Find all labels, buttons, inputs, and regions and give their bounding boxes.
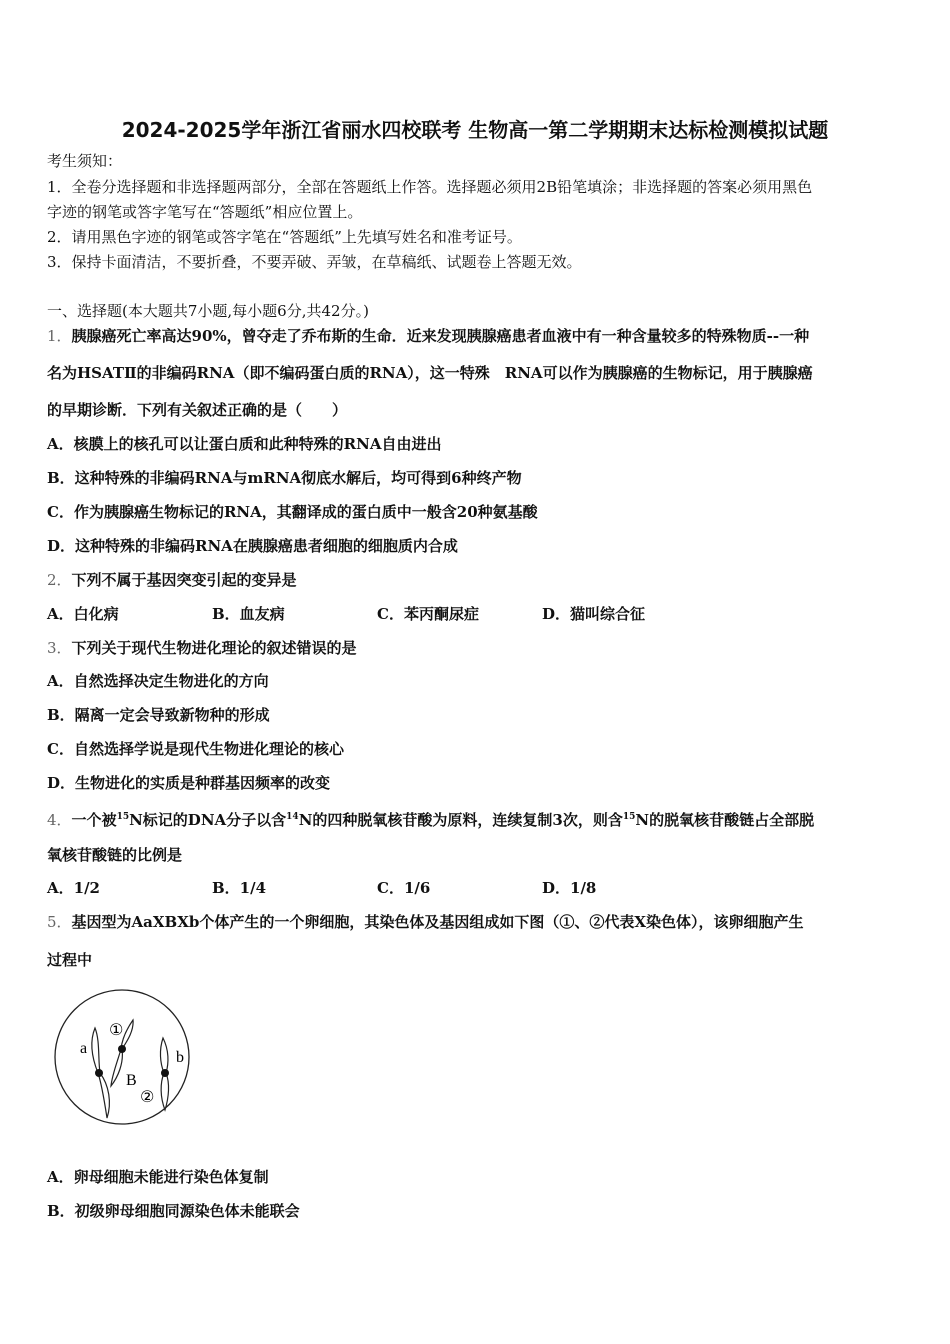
question-text: N标记的DNA分子以含 [129,811,287,829]
question-2-line [47,570,297,590]
question-number: 3． [47,639,72,657]
question-number: 2． [47,571,72,589]
question-text: 胰腺癌死亡率高达90%，曾夺走了乔布斯的生命．近来发现胰腺癌患者血液中有一种含量较多的特殊物质--一种 [71,327,810,345]
isotope-superscript: 15 [116,812,130,822]
question-4-line [47,807,814,830]
isotope-superscript: 15 [622,812,636,822]
option-c: C．自然选择学说是现代生物进化理论的核心 [47,740,344,758]
question-1-line: 的早期诊断．下列有关叙述正确的是（ ） [47,401,348,419]
question-5-line: 过程中 [47,951,93,969]
option-d: D．生物进化的实质是种群基因频率的改变 [47,774,331,792]
option-c: C．1/6 [377,879,431,897]
question-3-line [47,638,357,658]
notice-heading: 考生须知： [47,152,123,170]
question-text: N的脱氧核苷酸链占全部脱 [635,811,815,829]
option-b: B．这种特殊的非编码RNA与mRNA彻底水解后，均可得到6种终产物 [47,469,522,487]
page-title: 2024-2025学年浙江省丽水四校联考 生物高一第二学期期末达标检测模拟试题 [121,118,829,142]
question-number: 4． [47,811,72,829]
question-text: 下列关于现代生物进化理论的叙述错误的是 [71,639,357,657]
question-text: 一个被 [71,811,117,829]
centromere [161,1069,169,1077]
option-c: C．作为胰腺癌生物标记的RNA，其翻译成的蛋白质中一般含20种氨基酸 [47,503,538,521]
question-text: 下列不属于基因突变引起的变异是 [71,571,297,589]
question-1-line: 名为HSATⅡ的非编码RNA（即不编码蛋白质的RNA），这一特殊 RNA可以作为胰腺癌的生物标记，用于胰腺癌 [47,364,813,382]
question-number: 1． [47,327,72,345]
option-a: A．白化病 [47,605,119,623]
question-5-line [47,912,804,932]
option-b: B．1/4 [212,879,267,897]
option-d: D．这种特殊的非编码RNA在胰腺癌患者细胞的细胞质内合成 [47,537,458,555]
isotope-superscript: 14 [286,812,299,822]
question-text: N的四种脱氧核苷酸为原料，连续复制3次，则含 [298,811,623,829]
question-4-line: 氧核苷酸链的比例是 [47,846,183,864]
option-a: A．卵母细胞未能进行染色体复制 [47,1168,269,1186]
option-d: D．1/8 [542,879,597,897]
option-c: C．苯丙酮尿症 [377,605,479,623]
notice-line: 1．全卷分选择题和非选择题两部分，全部在答题纸上作答。选择题必须用2B铅笔填涂；非选择题的答案必须用黑色 [47,178,813,196]
option-b: B．隔离一定会导致新物种的形成 [47,706,270,724]
option-a: A．自然选择决定生物进化的方向 [47,672,269,690]
option-b: B．血友病 [212,605,285,623]
notice-line: 2．请用黑色字迹的钢笔或答字笔在“答题纸”上先填写姓名和准考证号。 [47,228,522,246]
notice-line: 字迹的钢笔或答字笔写在“答题纸”相应位置上。 [47,203,363,221]
question-number: 5． [47,913,72,931]
egg-cell-diagram [50,985,190,1130]
chromosome-label: ① [109,1020,124,1039]
option-b: B．初级卵母细胞同源染色体未能联会 [47,1202,300,1220]
gene-label: a [80,1040,88,1057]
gene-label: b [176,1049,184,1066]
chromosome-label: ② [140,1087,155,1106]
option-a: A．核膜上的核孔可以让蛋白质和此种特殊的RNA自由进出 [47,435,442,453]
notice-line: 3．保持卡面清洁，不要折叠，不要弄破、弄皱，在草稿纸、试题卷上答题无效。 [47,253,582,271]
question-text: 基因型为AaXBXb个体产生的一个卵细胞，其染色体及基因组成如下图（①、②代表X染色体），该卵细胞产生 [71,913,804,931]
gene-label: B [126,1072,137,1089]
centromere [118,1045,126,1053]
section-heading: 一、选择题(本大题共7小题,每小题6分,共42分。) [47,302,369,320]
centromere [95,1069,103,1077]
option-a: A．1/2 [47,879,100,897]
question-1-line [47,326,809,346]
option-d: D．猫叫综合征 [542,605,646,623]
